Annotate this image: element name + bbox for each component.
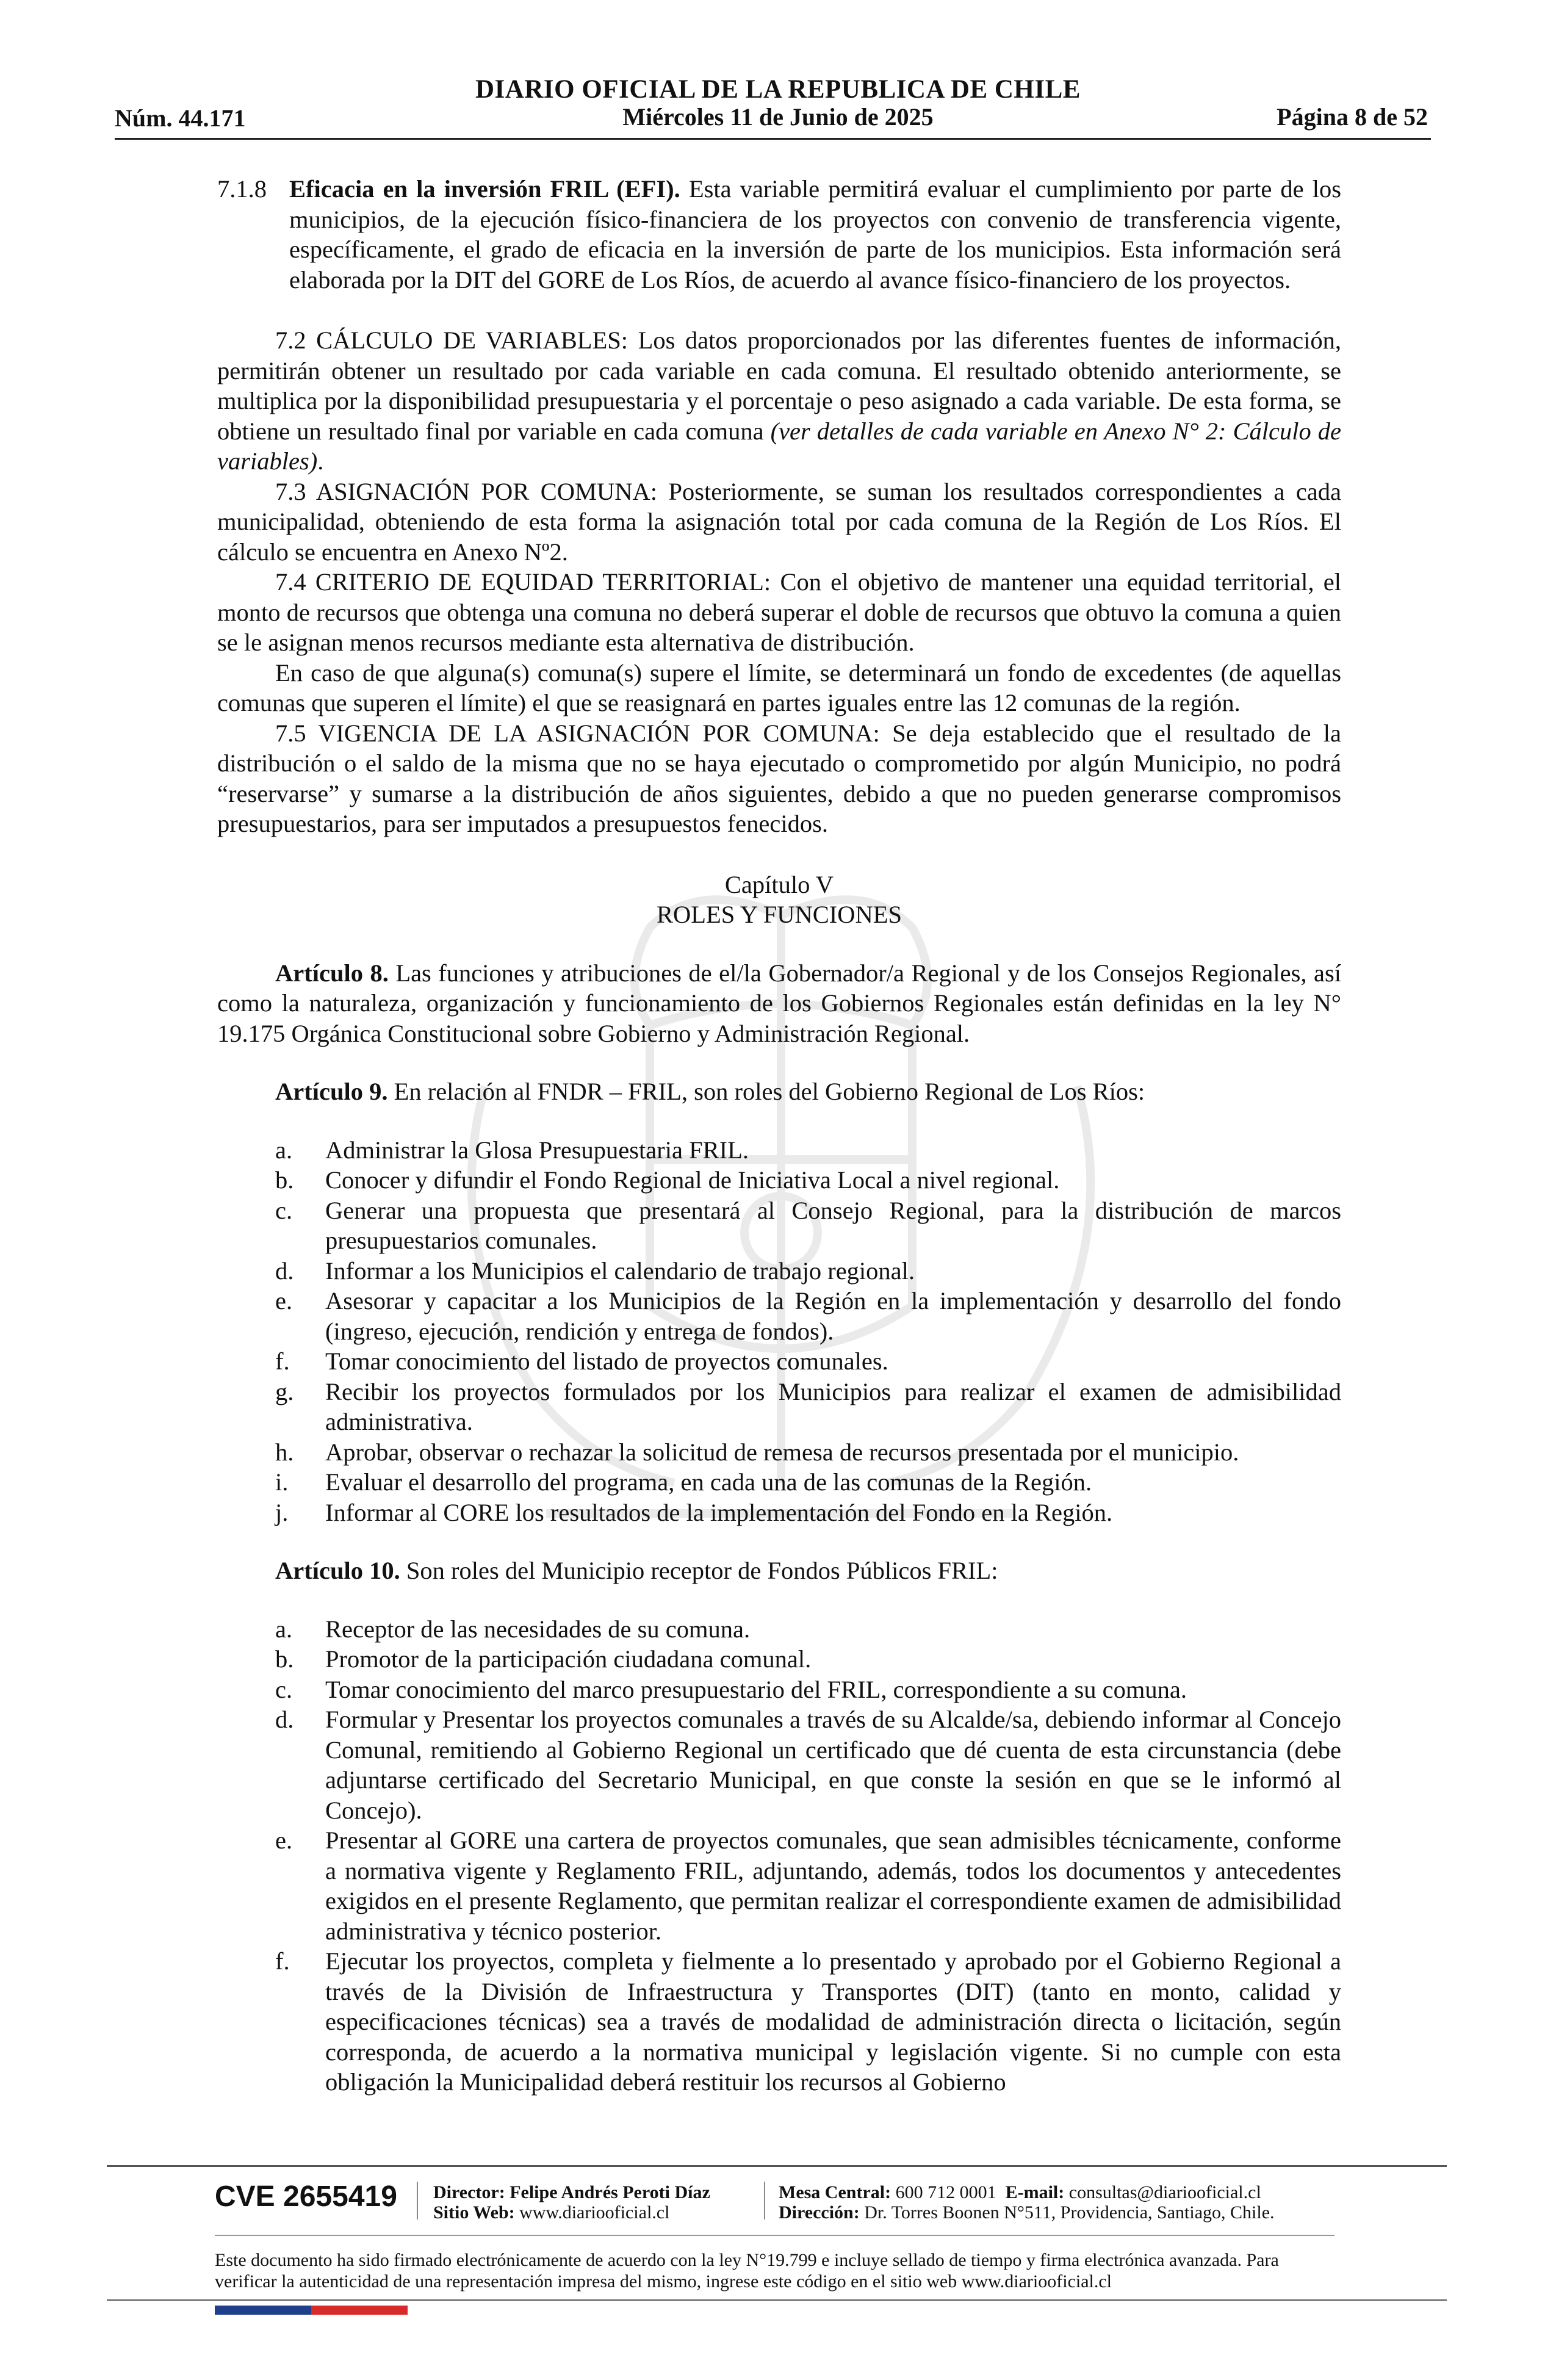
list-item: j. Informar al CORE los resultados de la implementación del Fondo en la Región.: [275, 1498, 1113, 1526]
list-item: e. Asesorar y capacitar a los Municipios de la Región en la implementación y desarrollo del fondo (ingreso, ejecución, rendición y entrega de fondos).: [275, 1287, 1341, 1345]
phone-number: 600 712 0001: [895, 2182, 996, 2202]
article-9-text: En relación al FNDR – FRIL, son roles del Gobierno Regional de Los Ríos:: [387, 1078, 1145, 1105]
address-text: Dr. Torres Boonen N°511, Providencia, Santiago, Chile.: [864, 2202, 1275, 2223]
flag-stripe: [215, 2306, 408, 2315]
gazette-title: DIARIO OFICIAL DE LA REPUBLICA DE CHILE: [475, 75, 1081, 104]
section-text: [289, 174, 1341, 295]
header-divider: [115, 138, 1431, 140]
issue-number: Núm. 44.171: [115, 104, 246, 132]
paragraph-7-4-b: En caso de que alguna(s) comuna(s) supere el límite, se determinará un fondo de excedentes (de aquellas comunas que superen el límite) el que se reasignará en partes iguales entre las 12 comunas de la región.: [217, 658, 1341, 716]
article-8-label: Artículo 8.: [275, 959, 389, 987]
list-item: c. Tomar conocimiento del marco presupuestario del FRIL, correspondiente a su comuna.: [275, 1675, 1187, 1703]
footer-contact-block: [779, 2182, 1275, 2223]
article-9: [217, 1076, 1341, 1107]
site-link[interactable]: www.diariooficial.cl: [519, 2202, 670, 2223]
chapter-title: ROLES Y FUNCIONES: [656, 901, 902, 928]
list-item: b. Promotor de la participación ciudadana comunal.: [275, 1645, 812, 1673]
article-9-label: Artículo 9.: [275, 1078, 388, 1105]
director-name: Felipe Andrés Peroti Díaz: [510, 2182, 710, 2202]
list-item: i. Evaluar el desarrollo del programa, en cada una de las comunas de la Región.: [275, 1468, 1092, 1496]
list-item: d. Formular y Presentar los proyectos comunales a través de su Alcalde/sa, debiendo informar al Concejo Comunal, remitiendo al Gobierno Regional un certificado que dé cuenta de esta circunstancia (debe adjuntarse certificado del Secretario Municipal, en que conste la sesión en que se le informó al Concejo).: [275, 1706, 1341, 1824]
article-10-list: [217, 1614, 1341, 2097]
footer-bottom-divider: [107, 2299, 1447, 2301]
list-item: a. Receptor de las necesidades de su comuna.: [275, 1615, 751, 1643]
section-body: Esta variable permitirá evaluar el cumplimiento por parte de los municipios, de la ejecución físico-financiera de los proyectos con convenio de transferencia vigente, específicamente, el grado de eficacia en la inversión de parte de los municipios. Esta información será elaborada por la DIT del GORE de Los Ríos, de acuerdo al avance físico-financiero de los proyectos.: [289, 175, 1341, 294]
address-label: Dirección:: [779, 2202, 860, 2223]
section-7-1-8: [217, 174, 1341, 295]
paragraph-7-3: 7.3 ASIGNACIÓN POR COMUNA: Posteriormente, se suman los resultados correspondientes a cada municipalidad, obteniendo de esta forma la asignación total por cada comuna de la Región de Los Ríos. El cálculo se encuentra en Anexo Nº2.: [217, 477, 1341, 566]
footer-separator: [764, 2182, 765, 2220]
footer-inner-divider: [215, 2235, 1334, 2236]
list-item: d. Informar a los Municipios el calendario de trabajo regional.: [275, 1257, 915, 1285]
email-label: E-mail:: [1005, 2182, 1065, 2202]
site-label: Sitio Web:: [433, 2202, 515, 2223]
issue-date: Miércoles 11 de Junio de 2025: [622, 103, 934, 131]
section-number: 7.1.8: [217, 175, 267, 203]
flag-red-segment: [311, 2306, 408, 2315]
list-item: h. Aprobar, observar o rechazar la solicitud de remesa de recursos presentada por el municipio.: [275, 1438, 1239, 1466]
article-8: [217, 958, 1341, 1049]
email-link[interactable]: consultas@diariooficial.cl: [1068, 2182, 1261, 2202]
paragraph-7-5: 7.5 VIGENCIA DE LA ASIGNACIÓN POR COMUNA: Se deja establecido que el resultado de la distribución o el saldo de la misma que no se haya ejecutado o comprometido por algún Municipio, no podrá “reservarse” y sumarse a la distribución de años siguientes, debido a que no pueden generarse compromisos presupuestarios, para ser imputados a presupuestos fenecidos.: [217, 719, 1341, 837]
article-10: [217, 1556, 1341, 1586]
cve-code: CVE 2655419: [215, 2180, 397, 2213]
list-item: f. Ejecutar los proyectos, completa y fielmente a lo presentado y aprobado por el Gobierno Regional a través de la División de Infraestructura y Transportes (DIT) (tanto en monto, calidad y especificaciones técnicas) sea a través de modalidad de administración directa o licitación, según corresponda, de acuerdo a la normativa municipal y legislación vigente. Si no cumple con esta obligación la Municipalidad deberá restituir los recursos al Gobierno: [275, 1947, 1341, 2096]
list-item: f. Tomar conocimiento del listado de proyectos comunales.: [275, 1347, 888, 1375]
list-item: g. Recibir los proyectos formulados por los Municipios para realizar el examen de admisibilidad administrativa.: [275, 1377, 1341, 1435]
article-9-list: [217, 1135, 1341, 1528]
flag-blue-segment: [215, 2306, 311, 2315]
phone-label: Mesa Central:: [779, 2182, 891, 2202]
footer-director-block: [433, 2182, 710, 2223]
article-10-label: Artículo 10.: [275, 1557, 400, 1584]
page-indicator: Página 8 de 52: [1277, 103, 1428, 131]
chapter-number: Capítulo V: [724, 870, 834, 898]
director-label: Director:: [433, 2182, 505, 2202]
section-title: Eficacia en la inversión FRIL (EFI).: [289, 175, 680, 203]
footer-divider: [107, 2165, 1447, 2167]
paragraph-7-2-text: 7.2 CÁLCULO DE VARIABLES: Los datos proporcionados por las diferentes fuentes de información, permitirán obtener un resultado por cada variable en cada comuna. El resultado obtenido anteriormente, se multiplica por la disponibilidad presupuestaria y el porcentaje o peso asignado a cada variable. De esta forma, se obtiene un resultado final por variable en cada comuna: [217, 326, 1341, 445]
paragraph-7-2-end: .: [317, 447, 324, 475]
paragraph-7-4: 7.4 CRITERIO DE EQUIDAD TERRITORIAL: Con el objetivo de mantener una equidad territorial, el monto de recursos que obtenga una comuna no deberá superar el doble de recursos que obtuvo la comuna a quien se le asignan menos recursos mediante esta alternativa de distribución.: [217, 568, 1341, 656]
paragraph-7-2: [217, 325, 1341, 477]
article-10-text: Son roles del Municipio receptor de Fondos Públicos FRIL:: [400, 1557, 998, 1584]
list-item: c. Generar una propuesta que presentará al Consejo Regional, para la distribución de marcos presupuestarios comunales.: [275, 1196, 1341, 1254]
list-item: b. Conocer y difundir el Fondo Regional de Iniciativa Local a nivel regional.: [275, 1166, 1060, 1194]
electronic-signature-notice: Este documento ha sido firmado electrónicamente de acuerdo con la ley N°19.799 e incluye sellado de tiempo y firma electrónica avanzada. Para verificar la autenticidad de una representación impresa del mismo, ingrese este código en el sitio web www.diariooficial.cl: [215, 2250, 1279, 2292]
footer-separator: [417, 2182, 418, 2220]
article-8-text: Las funciones y atribuciones de el/la Gobernador/a Regional y de los Consejos Regionales, así como la naturaleza, organización y funcionamiento de los Gobiernos Regionales están definidas en la ley N° 19.175 Orgánica Constitucional sobre Gobierno y Administración Regional.: [217, 959, 1341, 1047]
document-body: [217, 174, 1341, 2097]
list-item: e. Presentar al GORE una cartera de proyectos comunales, que sean admisibles técnicamente, conforme a normativa vigente y Reglamento FRIL, adjuntando, además, todos los documentos y antecedentes exigidos en el presente Reglamento, que permitan realizar el correspondiente examen de admisibilidad administrativa y técnico posterior.: [275, 1826, 1341, 1945]
paragraph-7-2-reference: (ver detalles de cada variable en Anexo N° 2: Cálculo de variables): [217, 417, 1342, 475]
list-item: a. Administrar la Glosa Presupuestaria FRIL.: [275, 1136, 749, 1164]
